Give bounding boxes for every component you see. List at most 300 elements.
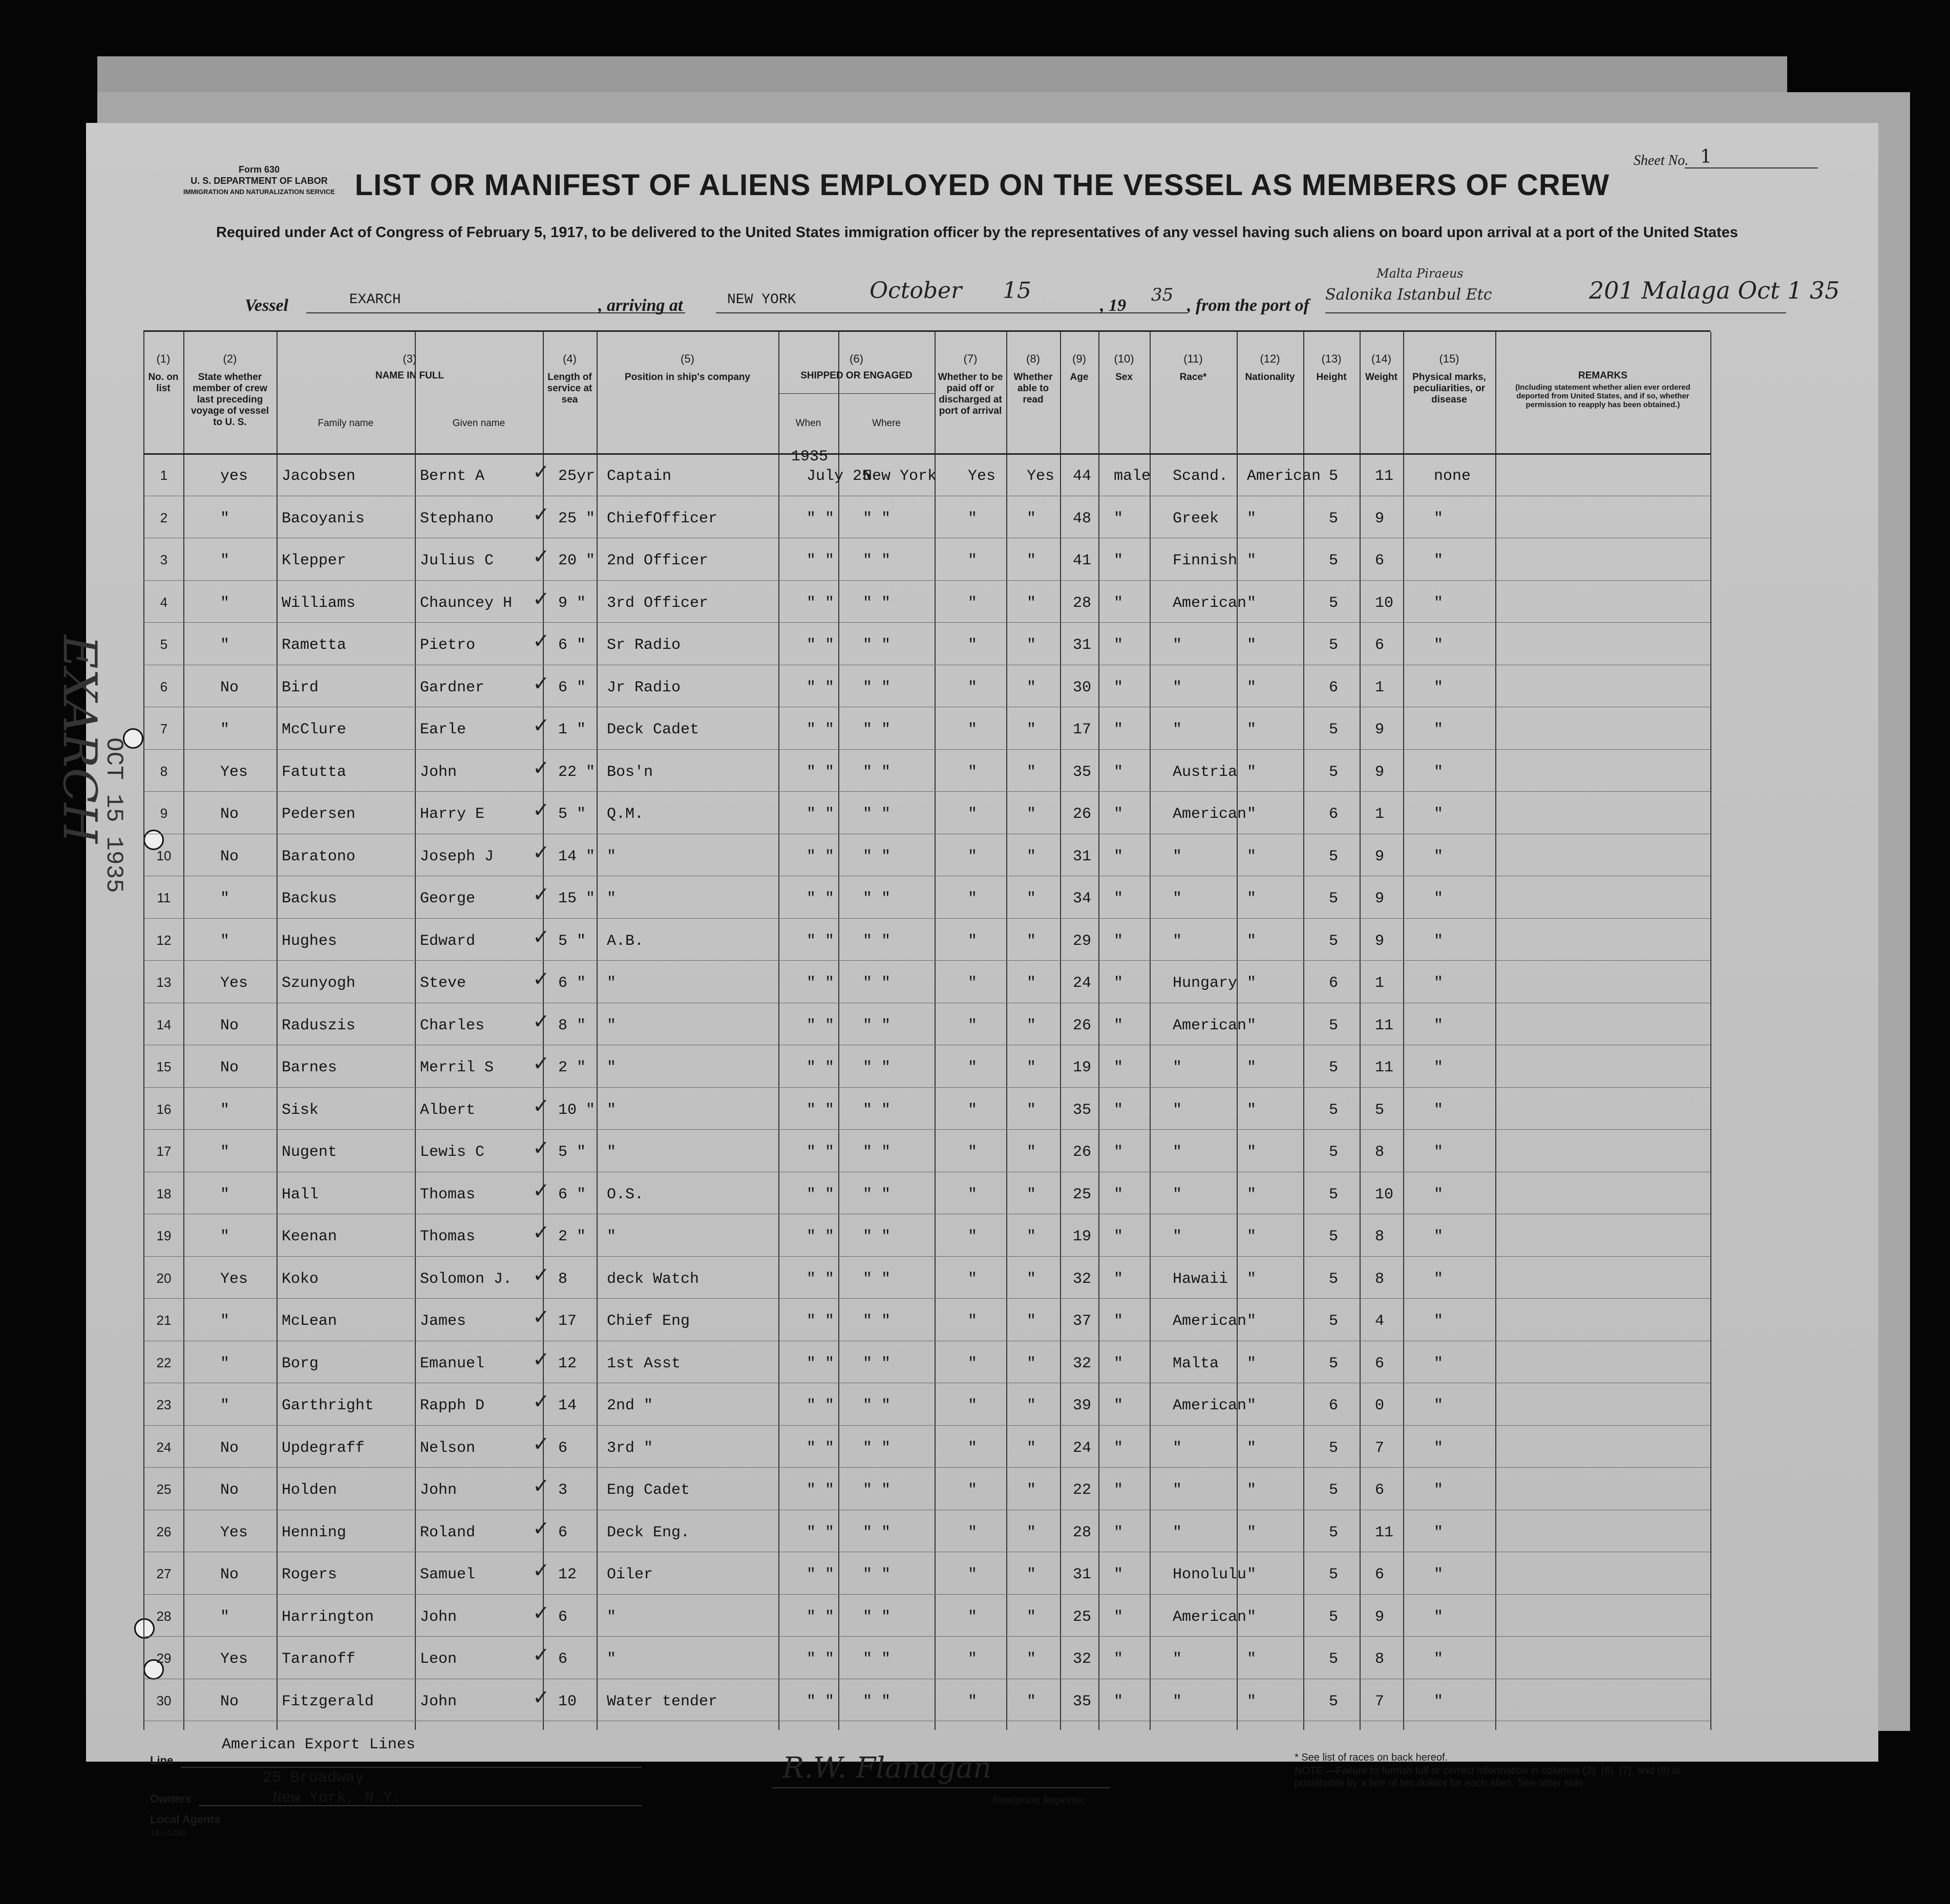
cell-when: " " bbox=[807, 1355, 835, 1372]
cell-read: " bbox=[1027, 1186, 1036, 1203]
cell-paid: " bbox=[968, 1144, 978, 1161]
column-number: (8) bbox=[1026, 352, 1040, 365]
cell-where: " " bbox=[863, 1651, 891, 1668]
check-mark: ✓ bbox=[533, 967, 550, 991]
check-mark: ✓ bbox=[533, 502, 550, 526]
cell-when: " " bbox=[807, 890, 835, 907]
cell-given: Emanuel bbox=[420, 1355, 485, 1372]
column-number: (7) bbox=[963, 352, 978, 365]
cell-race: Malta bbox=[1173, 1355, 1219, 1372]
row-number: 5 bbox=[160, 637, 168, 652]
cell-read: " bbox=[1027, 1651, 1036, 1668]
cell-svc: 1 " bbox=[558, 721, 586, 738]
cell-marks: " bbox=[1434, 552, 1444, 569]
cell-marks: " bbox=[1434, 763, 1444, 781]
cell-ht: 5 bbox=[1329, 1693, 1339, 1710]
column-rule bbox=[1495, 332, 1496, 1730]
column-rule bbox=[143, 332, 144, 1730]
cell-sex: " bbox=[1114, 1186, 1124, 1203]
cell-svc: 10 " bbox=[558, 1101, 596, 1119]
cell-wt: 7 bbox=[1375, 1439, 1385, 1457]
cell-nat: " bbox=[1247, 1144, 1257, 1161]
cell-pos: Oiler bbox=[607, 1566, 653, 1583]
cell-marks: " bbox=[1434, 1059, 1444, 1076]
cell-ht: 5 bbox=[1329, 552, 1339, 569]
cell-family: Baratono bbox=[282, 848, 356, 865]
cell-wt: 0 bbox=[1375, 1397, 1385, 1414]
cell-race: " bbox=[1173, 679, 1182, 696]
column-rule bbox=[1006, 332, 1007, 1730]
cell-age: 32 bbox=[1073, 1270, 1092, 1288]
cell-where: " " bbox=[863, 1355, 891, 1372]
check-mark: ✓ bbox=[533, 460, 550, 484]
cell-age: 35 bbox=[1073, 763, 1092, 781]
cell-marks: " bbox=[1434, 1482, 1444, 1499]
cell-pos: Sr Radio bbox=[607, 637, 681, 654]
cell-nat: " bbox=[1247, 848, 1257, 865]
cell-sex: " bbox=[1114, 848, 1124, 865]
row-rule bbox=[143, 791, 1710, 792]
margin-note: 201 Malaga Oct 1 35 bbox=[1589, 277, 1840, 304]
cell-marks: " bbox=[1434, 1017, 1444, 1034]
cell-wt: 1 bbox=[1375, 806, 1385, 823]
row-number: 16 bbox=[156, 1101, 172, 1117]
row-number: 21 bbox=[156, 1313, 172, 1328]
cell-paid: " bbox=[968, 890, 978, 907]
cell-pos: " bbox=[607, 1144, 617, 1161]
cell-age: 25 bbox=[1073, 1608, 1092, 1626]
cell-pos: Deck Cadet bbox=[607, 721, 700, 738]
vessel-label: Vessel bbox=[245, 296, 288, 315]
cell-where: " " bbox=[863, 806, 891, 823]
cell-given: James bbox=[420, 1313, 467, 1330]
row-number: 2 bbox=[160, 510, 168, 525]
cell-paid: " bbox=[968, 721, 978, 738]
cell-where: " " bbox=[863, 1059, 891, 1076]
cell-prev: No bbox=[220, 848, 239, 865]
cell-nat: " bbox=[1247, 1693, 1257, 1710]
cell-when: July 25 bbox=[807, 468, 872, 485]
cell-ht: 5 bbox=[1329, 763, 1339, 781]
cell-when: " " bbox=[807, 679, 835, 696]
cell-svc: 17 bbox=[558, 1313, 577, 1330]
cell-prev: " bbox=[220, 594, 230, 612]
cell-read: " bbox=[1027, 1059, 1036, 1076]
row-rule bbox=[143, 1467, 1710, 1468]
cell-prev: No bbox=[220, 806, 239, 823]
cell-wt: 9 bbox=[1375, 721, 1385, 738]
department-name: U. S. DEPARTMENT OF LABOR bbox=[190, 176, 328, 186]
column-rule bbox=[778, 332, 779, 1730]
cell-prev: " bbox=[220, 1355, 230, 1372]
cell-family: Borg bbox=[282, 1355, 319, 1372]
column-heading: Position in ship's company bbox=[624, 372, 751, 383]
cell-ht: 5 bbox=[1329, 932, 1339, 950]
cell-where: " " bbox=[863, 1524, 891, 1541]
cell-age: 39 bbox=[1073, 1397, 1092, 1414]
cell-marks: " bbox=[1434, 890, 1444, 907]
cell-where: " " bbox=[863, 1101, 891, 1119]
cell-wt: 5 bbox=[1375, 1101, 1385, 1119]
cell-wt: 9 bbox=[1375, 932, 1385, 950]
column-heading: No. on list bbox=[148, 372, 179, 394]
handwritten-vessel-name: EXARCH bbox=[53, 635, 107, 843]
column-subheading: When bbox=[795, 418, 821, 429]
column-number: (2) bbox=[223, 352, 237, 365]
crew-table bbox=[143, 330, 1710, 1730]
column-heading: Whether to be paid off or discharged at port of arrival bbox=[938, 372, 1003, 416]
cell-sex: " bbox=[1114, 552, 1124, 569]
cell-ht: 5 bbox=[1329, 1270, 1339, 1288]
cell-prev: " bbox=[220, 1101, 230, 1119]
departure-ports: Salonika Istanbul Etc bbox=[1325, 286, 1492, 304]
cell-nat: " bbox=[1247, 1017, 1257, 1034]
cell-marks: " bbox=[1434, 510, 1444, 527]
cell-svc: 22 " bbox=[558, 763, 596, 781]
cell-paid: " bbox=[968, 1482, 978, 1499]
row-rule bbox=[143, 918, 1710, 919]
cell-where: " " bbox=[863, 975, 891, 992]
cell-marks: " bbox=[1434, 1313, 1444, 1330]
cell-race: Finnish bbox=[1173, 552, 1238, 569]
check-mark: ✓ bbox=[533, 1685, 550, 1709]
cell-family: Szunyogh bbox=[282, 975, 356, 992]
cell-when: " " bbox=[807, 806, 835, 823]
cell-ht: 5 bbox=[1329, 1101, 1339, 1119]
cell-nat: " bbox=[1247, 594, 1257, 612]
check-mark: ✓ bbox=[533, 798, 550, 822]
column-heading: Length of service at sea bbox=[547, 372, 592, 405]
cell-when: " " bbox=[807, 1144, 835, 1161]
cell-when: " " bbox=[807, 1524, 835, 1541]
cell-marks: " bbox=[1434, 1693, 1444, 1710]
column-heading: Nationality bbox=[1245, 372, 1295, 383]
check-mark: ✓ bbox=[533, 1178, 550, 1202]
cell-nat: " bbox=[1247, 679, 1257, 696]
cell-paid: " bbox=[968, 1693, 978, 1710]
cell-paid: " bbox=[968, 510, 978, 527]
cell-svc: 12 bbox=[558, 1566, 577, 1583]
cell-svc: 2 " bbox=[558, 1059, 586, 1076]
cell-age: 19 bbox=[1073, 1059, 1092, 1076]
cell-svc: 8 " bbox=[558, 1017, 586, 1034]
cell-family: Updegraff bbox=[282, 1439, 365, 1457]
cell-marks: " bbox=[1434, 1101, 1444, 1119]
cell-marks: " bbox=[1434, 1186, 1444, 1203]
cell-wt: 8 bbox=[1375, 1228, 1385, 1245]
races-note: * See list of races on back hereof. bbox=[1295, 1752, 1448, 1763]
row-number: 24 bbox=[156, 1439, 172, 1455]
cell-nat: American bbox=[1247, 468, 1321, 485]
column-rule bbox=[597, 332, 598, 1730]
cell-age: 26 bbox=[1073, 1144, 1092, 1161]
cell-race: " bbox=[1173, 1651, 1182, 1668]
cell-given: Stephano bbox=[420, 510, 494, 527]
cell-age: 28 bbox=[1073, 594, 1092, 612]
cell-wt: 11 bbox=[1375, 1017, 1394, 1034]
column-number: (4) bbox=[563, 352, 577, 365]
cell-nat: " bbox=[1247, 1482, 1257, 1499]
column-number: (1) bbox=[156, 352, 171, 365]
check-mark: ✓ bbox=[533, 1516, 550, 1540]
cell-age: 25 bbox=[1073, 1186, 1092, 1203]
cell-when: " " bbox=[807, 1270, 835, 1288]
cell-race: " bbox=[1173, 721, 1182, 738]
cell-sex: " bbox=[1114, 1566, 1124, 1583]
cell-age: 31 bbox=[1073, 1566, 1092, 1583]
cell-nat: " bbox=[1247, 932, 1257, 950]
cell-given: Leon bbox=[420, 1651, 457, 1668]
cell-race: Scand. bbox=[1173, 468, 1228, 485]
cell-paid: " bbox=[968, 932, 978, 950]
cell-prev: " bbox=[220, 932, 230, 950]
cell-given: Samuel bbox=[420, 1566, 476, 1583]
cell-svc: 6 bbox=[558, 1608, 568, 1626]
cell-read: " bbox=[1027, 1144, 1036, 1161]
cell-pos: O.S. bbox=[607, 1186, 644, 1203]
cell-family: Hughes bbox=[282, 932, 337, 950]
cell-when: " " bbox=[807, 510, 835, 527]
column-rule bbox=[183, 332, 184, 1730]
cell-marks: " bbox=[1434, 932, 1444, 950]
cell-where: " " bbox=[863, 1017, 891, 1034]
cell-marks: " bbox=[1434, 1144, 1444, 1161]
row-number: 6 bbox=[160, 679, 168, 694]
column-rule bbox=[935, 332, 936, 1730]
cell-race: Honolulu bbox=[1173, 1566, 1247, 1583]
row-rule bbox=[143, 453, 1710, 455]
owners-label: Owners bbox=[150, 1792, 192, 1805]
cell-when: " " bbox=[807, 637, 835, 654]
cell-race: " bbox=[1173, 1524, 1182, 1541]
column-subheading: Where bbox=[872, 418, 901, 429]
cell-marks: " bbox=[1434, 1355, 1444, 1372]
cell-age: 29 bbox=[1073, 932, 1092, 950]
cell-where: " " bbox=[863, 1144, 891, 1161]
cell-marks: none bbox=[1434, 468, 1471, 485]
cell-pos: " bbox=[607, 1608, 617, 1626]
cell-race: " bbox=[1173, 1144, 1182, 1161]
cell-where: " " bbox=[863, 1608, 891, 1626]
cell-svc: 5 " bbox=[558, 806, 586, 823]
column-heading: Whether able to read bbox=[1013, 372, 1053, 405]
cell-when: " " bbox=[807, 1566, 835, 1583]
cell-age: 22 bbox=[1073, 1482, 1092, 1499]
cell-sex: " bbox=[1114, 679, 1124, 696]
cell-given: Edward bbox=[420, 932, 476, 950]
cell-wt: 9 bbox=[1375, 763, 1385, 781]
cell-age: 17 bbox=[1073, 721, 1092, 738]
cell-nat: " bbox=[1247, 552, 1257, 569]
cell-nat: " bbox=[1247, 1439, 1257, 1457]
column-number: (6) bbox=[850, 352, 863, 365]
cell-wt: 6 bbox=[1375, 637, 1385, 654]
cell-prev: " bbox=[220, 552, 230, 569]
page-title: LIST OR MANIFEST OF ALIENS EMPLOYED ON THE VESSEL AS MEMBERS OF CREW bbox=[354, 168, 1610, 202]
cell-prev: No bbox=[220, 1566, 239, 1583]
cell-pos: 3rd Officer bbox=[607, 594, 709, 612]
cell-prev: Yes bbox=[220, 1270, 248, 1288]
cell-paid: " bbox=[968, 1439, 978, 1457]
arrival-port: NEW YORK bbox=[727, 292, 796, 308]
column-number: (13) bbox=[1321, 352, 1342, 365]
cell-pos: " bbox=[607, 1228, 617, 1245]
cell-read: " bbox=[1027, 1228, 1036, 1245]
cell-prev: " bbox=[220, 890, 230, 907]
cell-pos: A.B. bbox=[607, 932, 644, 950]
cell-ht: 5 bbox=[1329, 468, 1339, 485]
cell-when: " " bbox=[807, 594, 835, 612]
column-heading: SHIPPED OR ENGAGED bbox=[800, 370, 913, 381]
cell-marks: " bbox=[1434, 975, 1444, 992]
column-heading: State whether member of crew last preceding voyage of vessel to U. S. bbox=[190, 372, 269, 428]
check-mark: ✓ bbox=[533, 1009, 550, 1033]
cell-pos: " bbox=[607, 1017, 617, 1034]
cell-paid: " bbox=[968, 1186, 978, 1203]
cell-pos: " bbox=[607, 848, 617, 865]
cell-ht: 5 bbox=[1329, 721, 1339, 738]
penalty-note: NOTE.—Failure to furnish full or correct information in columns (3), (6), (7), and (8) is punishable by a fine of ten dollars for each alien. See other side. bbox=[1295, 1765, 1680, 1789]
cell-nat: " bbox=[1247, 1101, 1257, 1119]
arrival-year: 35 bbox=[1151, 285, 1174, 305]
cell-prev: Yes bbox=[220, 1651, 248, 1668]
cell-given: Solomon J. bbox=[420, 1270, 513, 1288]
cell-family: Fitzgerald bbox=[282, 1693, 374, 1710]
cell-read: " bbox=[1027, 1524, 1036, 1541]
row-number: 3 bbox=[160, 552, 168, 567]
cell-read: " bbox=[1027, 1608, 1036, 1626]
cell-read: " bbox=[1027, 510, 1036, 527]
cell-wt: 8 bbox=[1375, 1651, 1385, 1668]
cell-prev: No bbox=[220, 1482, 239, 1499]
cell-family: Raduszis bbox=[282, 1017, 356, 1034]
cell-race: Austria bbox=[1173, 763, 1238, 781]
cell-marks: " bbox=[1434, 594, 1444, 612]
cell-given: John bbox=[420, 1693, 457, 1710]
column-heading: NAME IN FULL bbox=[375, 370, 444, 381]
cell-ht: 6 bbox=[1329, 1397, 1339, 1414]
column-heading: Race* bbox=[1179, 372, 1207, 383]
cell-sex: " bbox=[1114, 890, 1124, 907]
cell-ht: 5 bbox=[1329, 848, 1339, 865]
service-name: IMMIGRATION AND NATURALIZATION SERVICE bbox=[183, 188, 335, 196]
cell-race: " bbox=[1173, 1693, 1182, 1710]
cell-where: " " bbox=[863, 721, 891, 738]
cell-nat: " bbox=[1247, 890, 1257, 907]
cell-paid: " bbox=[968, 975, 978, 992]
cell-when: " " bbox=[807, 1608, 835, 1626]
sheet-number-label: Sheet No. bbox=[1634, 153, 1689, 168]
cell-when: " " bbox=[807, 763, 835, 781]
cell-sex: " bbox=[1114, 806, 1124, 823]
row-rule bbox=[143, 1087, 1710, 1088]
cell-read: " bbox=[1027, 1017, 1036, 1034]
cell-ht: 6 bbox=[1329, 975, 1339, 992]
cell-svc: 6 " bbox=[558, 637, 586, 654]
cell-where: " " bbox=[863, 1693, 891, 1710]
cell-age: 30 bbox=[1073, 679, 1092, 696]
cell-nat: " bbox=[1247, 721, 1257, 738]
owners-address: 25 Broadway bbox=[263, 1769, 365, 1787]
cell-prev: No bbox=[220, 1439, 239, 1457]
column-rule bbox=[1303, 332, 1304, 1730]
cell-marks: " bbox=[1434, 1439, 1444, 1457]
cell-svc: 15 " bbox=[558, 890, 596, 907]
cell-svc: 3 bbox=[558, 1482, 568, 1499]
cell-family: Backus bbox=[282, 890, 337, 907]
check-mark: ✓ bbox=[533, 1601, 550, 1625]
cell-read: " bbox=[1027, 1313, 1036, 1330]
check-mark: ✓ bbox=[533, 1643, 550, 1667]
cell-given: Julius C bbox=[420, 552, 494, 569]
cell-marks: " bbox=[1434, 1651, 1444, 1668]
cell-race: American bbox=[1173, 594, 1247, 612]
cell-pos: 3rd " bbox=[607, 1439, 653, 1457]
column-rule bbox=[1360, 332, 1361, 1730]
row-rule bbox=[143, 749, 1710, 750]
cell-paid: " bbox=[968, 1524, 978, 1541]
cell-where: " " bbox=[863, 637, 891, 654]
cell-prev: " bbox=[220, 1186, 230, 1203]
cell-given: Merril S bbox=[420, 1059, 494, 1076]
arriving-label: , arriving at bbox=[598, 296, 683, 315]
cell-race: " bbox=[1173, 1439, 1182, 1457]
cell-age: 24 bbox=[1073, 975, 1092, 992]
cell-wt: 11 bbox=[1375, 1524, 1394, 1541]
column-heading: Weight bbox=[1365, 372, 1397, 383]
departure-ports-top: Malta Piraeus bbox=[1376, 266, 1464, 281]
cell-age: 48 bbox=[1073, 510, 1092, 527]
line-label: Line bbox=[150, 1754, 174, 1767]
check-mark: ✓ bbox=[533, 840, 550, 864]
cell-marks: " bbox=[1434, 679, 1444, 696]
cell-read: " bbox=[1027, 806, 1036, 823]
arrival-day: 15 bbox=[1003, 278, 1031, 304]
column-rule bbox=[1150, 332, 1151, 1730]
cell-age: 31 bbox=[1073, 848, 1092, 865]
column-number: (10) bbox=[1114, 352, 1134, 365]
cell-family: Pedersen bbox=[282, 806, 356, 823]
cell-given: Gardner bbox=[420, 679, 485, 696]
cell-given: Roland bbox=[420, 1524, 476, 1541]
cell-ht: 5 bbox=[1329, 1313, 1339, 1330]
cell-marks: " bbox=[1434, 1397, 1444, 1414]
cell-prev: " bbox=[220, 1144, 230, 1161]
cell-pos: Bos'n bbox=[607, 763, 653, 781]
cell-sex: " bbox=[1114, 1355, 1124, 1372]
cell-age: 32 bbox=[1073, 1651, 1092, 1668]
column-heading: REMARKS bbox=[1578, 370, 1628, 381]
cell-family: Jacobsen bbox=[282, 468, 356, 485]
row-rule bbox=[143, 580, 1710, 581]
cell-paid: " bbox=[968, 679, 978, 696]
cell-pos: Captain bbox=[607, 468, 672, 485]
cell-sex: " bbox=[1114, 1524, 1124, 1541]
cell-sex: " bbox=[1114, 1397, 1124, 1414]
cell-sex: " bbox=[1114, 1101, 1124, 1119]
column-heading: Physical marks, peculiarities, or disease bbox=[1412, 372, 1486, 405]
check-mark: ✓ bbox=[533, 925, 550, 949]
cell-race: " bbox=[1173, 1059, 1182, 1076]
cell-svc: 25 " bbox=[558, 510, 596, 527]
cell-paid: " bbox=[968, 1101, 978, 1119]
cell-pos: Q.M. bbox=[607, 806, 644, 823]
check-mark: ✓ bbox=[533, 629, 550, 653]
column-number: (9) bbox=[1072, 352, 1086, 365]
cell-wt: 8 bbox=[1375, 1144, 1385, 1161]
check-mark: ✓ bbox=[533, 1221, 550, 1244]
vessel-name: EXARCH bbox=[349, 292, 401, 308]
